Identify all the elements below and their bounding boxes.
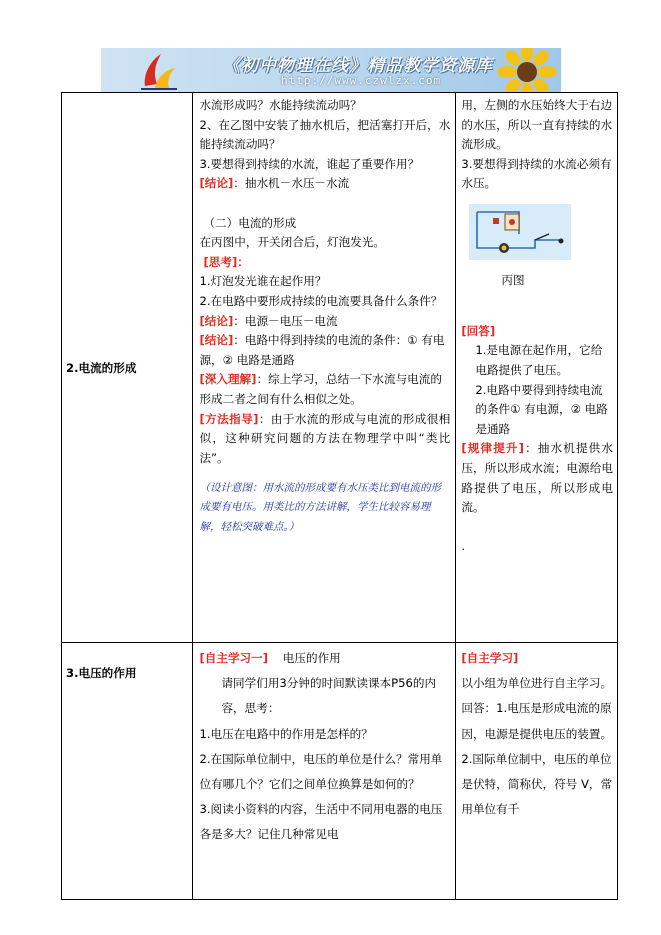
conclusion-tag: [结论] bbox=[199, 176, 234, 191]
text-line: 用，左侧的水压始终大于右边的水压，所以一直有持续的水流形成。 bbox=[461, 98, 613, 152]
self-study-tag: [自主学习一] bbox=[199, 651, 269, 665]
rule-text: ：抽水机提供水压，所以形成水流；电源给电路提供了电压，所以形成电流。 bbox=[461, 441, 613, 515]
table-row bbox=[62, 93, 618, 643]
self-study-title: 电压的作用 bbox=[282, 651, 341, 665]
question: 2.在电路中要形成持续的电流要具备什么条件？ bbox=[199, 293, 443, 308]
answer-tag: [回答] bbox=[461, 323, 496, 338]
table-row bbox=[62, 643, 618, 900]
text-line: 在丙图中，开关闭合后，灯泡发光。 bbox=[199, 235, 385, 250]
conclusion-tag: [结论] bbox=[199, 313, 234, 328]
conclusion bbox=[199, 312, 450, 332]
lesson-table bbox=[61, 92, 618, 900]
figure-caption: 丙图 bbox=[501, 272, 525, 287]
self-study-heading bbox=[461, 646, 613, 671]
conclusion bbox=[199, 174, 450, 194]
question: 2.在国际单位制中，电压的单位是什么？常用单位有哪几个？它们之间单位换算是如何的？ bbox=[199, 751, 443, 792]
text-line: 以小组为单位进行自主学习。 bbox=[461, 676, 613, 691]
conclusion-tag: [结论] bbox=[199, 333, 234, 348]
question: 3.阅读小资料的内容，生活中不同用电器的电压各是多大？记住几种常见电 bbox=[199, 802, 443, 842]
rule-tag: [规律提升] bbox=[461, 441, 524, 456]
method-text: ：由于水流的形成与电流的形成很相似，这种研究问题的方法在物理学中叫“类比法”。 bbox=[199, 411, 451, 465]
student-activity-cell bbox=[456, 643, 618, 900]
teacher-activity-cell bbox=[193, 643, 456, 900]
answer-heading bbox=[461, 322, 613, 342]
think-tag: [思考] bbox=[203, 254, 238, 269]
text-line: 3.要想得到持续的水流必须有水压。 bbox=[461, 156, 612, 191]
banner-title: 《初中物理在线》精品教学资源库 bbox=[223, 56, 493, 76]
row-label: 2.电流的形成 bbox=[62, 93, 193, 643]
think-colon: ： bbox=[237, 254, 249, 269]
conclusion-text: ：电源－电压－电流 bbox=[233, 313, 338, 328]
spacer bbox=[199, 194, 450, 214]
method-guide bbox=[199, 410, 450, 469]
self-study-tag: [自主学习] bbox=[461, 651, 519, 665]
text-line: 3.要想得到持续的水流，谁起了重要作用？ bbox=[199, 156, 420, 171]
text-line: . bbox=[461, 539, 466, 554]
row-label: 3.电压的作用 bbox=[62, 643, 193, 900]
spacer bbox=[461, 518, 613, 538]
deep-text: ：综上学习，总结一下水流与电流的形成二者之间有什么相似之处。 bbox=[199, 372, 442, 406]
teacher-activity-cell bbox=[193, 93, 456, 643]
logo-icon bbox=[139, 52, 179, 90]
text-line: 2、在乙图中安装了抽水机后，把活塞打开后，水能持续流动吗？ bbox=[199, 117, 451, 152]
deep-understanding bbox=[199, 370, 450, 409]
question: 1.电压在电路中的作用是怎样的？ bbox=[199, 726, 373, 741]
sunflower-icon bbox=[497, 48, 557, 92]
spacer bbox=[461, 302, 613, 322]
section-subtitle: （二）电流的形成 bbox=[203, 215, 297, 230]
method-tag: [方法指导] bbox=[199, 411, 259, 426]
circuit-diagram-icon bbox=[469, 204, 571, 260]
answer-line: 2.国际单位制中，电压的单位是伏特，简称伏，符号 V，常用单位有千 bbox=[461, 751, 613, 817]
conclusion-text: ：抽水机－水压－水流 bbox=[233, 176, 350, 191]
conclusion bbox=[199, 331, 450, 370]
design-note: （设计意图：用水流的形成要有水压类比到电流的形成要有电压。用类比的方法讲解，学生比较容易理解，轻松突破难点。） bbox=[199, 481, 441, 533]
banner-url: http://www.czwlzx.com bbox=[281, 74, 442, 87]
text-line: 请同学们用3分钟的时间默读课本P56的内容，思考： bbox=[221, 676, 437, 716]
conclusion-text: ：电路中得到持续的电流的条件：① 有电源，② 电路是通路 bbox=[199, 333, 445, 367]
think-heading bbox=[199, 253, 450, 273]
answer-line: 2.电路中要得到持续电流的条件① 有电源，② 电路是通路 bbox=[475, 382, 608, 436]
answer-line: 1.是电源在起作用，它给电路提供了电压。 bbox=[475, 343, 603, 377]
question: 1.灯泡发光谁在起作用？ bbox=[199, 274, 327, 289]
self-study-heading bbox=[199, 646, 450, 671]
text-line: 水流形成吗？水能持续流动吗？ bbox=[199, 98, 362, 112]
rule-upgrade bbox=[461, 439, 613, 517]
answer-line: 回答：1.电压是形成电流的原因，电源是提供电压的装置。 bbox=[461, 701, 613, 741]
header-banner bbox=[101, 48, 561, 92]
deep-tag: [深入理解] bbox=[199, 372, 257, 387]
student-activity-cell bbox=[456, 93, 618, 643]
